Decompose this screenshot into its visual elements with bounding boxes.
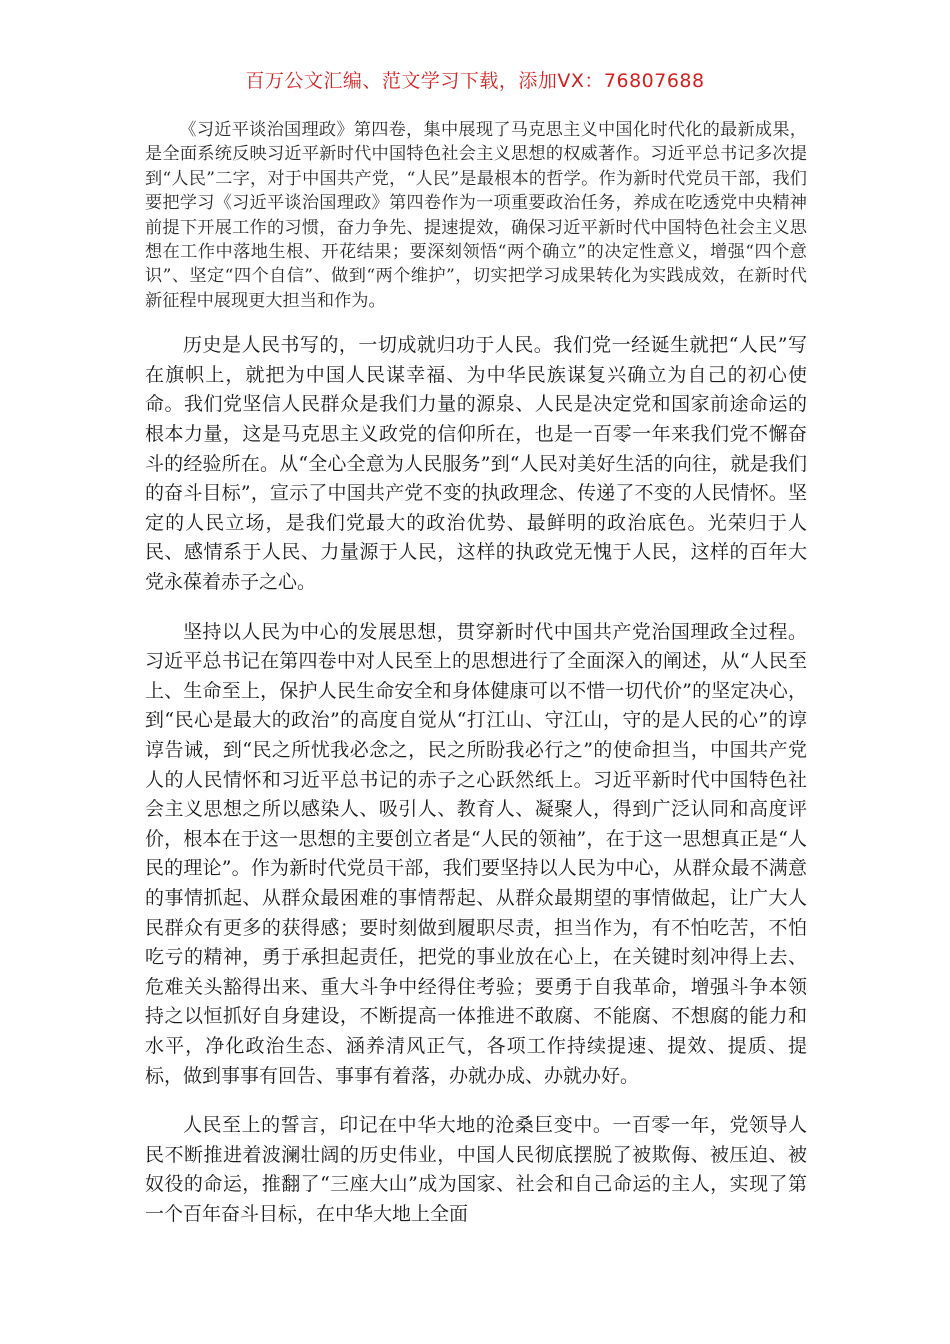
header-banner: 百万公文汇编、范文学习下载，添加VX：76807688 bbox=[245, 70, 705, 92]
paragraph-oath: 人民至上的誓言，印记在中华大地的沧桑巨变中。一百零一年，党领导人民不断推进着波澜壮阔的历史伟业，中国人民彻底摆脱了被欺侮、被压迫、被奴役的命运，推翻了“三座大山”成为国家、社会和自己命运的主人，实现了第一个百年奋斗目标，在中华大地上全面 bbox=[145, 1114, 807, 1225]
paragraph-history: 历史是人民书写的，一切成就归功于人民。我们党一经诞生就把“人民”写在旗帜上，就把为中国人民谋幸福、为中华民族谋复兴确立为自己的初心使命。我们党坚信人民群众是我们力量的源泉、人民是决定党和国家前途命运的根本力量，这是马克思主义政党的信仰所在，也是一百零一年来我们党不懈奋斗的经验所在。从“全心全意为人民服务”到“人民对美好生活的向往，就是我们的奋斗目标”，宣示了中国共产党不变的执政理念、传递了不变的人民情怀。坚定的人民立场，是我们党最大的政治优势、最鲜明的政治底色。光荣归于人民、感情系于人民、力量源于人民，这样的执政党无愧于人民，这样的百年大党永葆着赤子之心。 bbox=[145, 334, 807, 593]
article-body bbox=[145, 118, 807, 1249]
paragraph-people-centered: 坚持以人民为中心的发展思想，贯穿新时代中国共产党治国理政全过程。习近平总书记在第四卷中对人民至上的思想进行了全面深入的阐述，从“人民至上、生命至上，保护人民生命安全和身体健康可以不惜一切代价”的坚定决心，到“民心是最大的政治”的高度自觉从“打江山、守江山，守的是人民的心”的谆谆告诫，到“民之所忧我必念之，民之所盼我必行之”的使命担当，中国共产党人的人民情怀和习近平总书记的赤子之心跃然纸上。习近平新时代中国特色社会主义思想之所以感染人、吸引人、教育人、凝聚人，得到广泛认同和高度评价，根本在于这一思想的主要创立者是“人民的领袖”，在于这一思想真正是“人民的理论”。作为新时代党员干部，我们要坚持以人民为中心，从群众最不满意的事情抓起、从群众最困难的事情帮起、从群众最期望的事情做起，让广大人民群众有更多的获得感；要时刻做到履职尽责，担当作为，有不怕吃苦，不怕吃亏的精神，勇于承担起责任，把党的事业放在心上，在关键时刻冲得上去、危难关头豁得出来、重大斗争中经得住考验；要勇于自我革命，增强斗争本领持之以恒抓好自身建设，不断提高一体推进不敢腐、不能腐、不想腐的能力和水平，净化政治生态、涵养清风正气，各项工作持续提速、提效、提质、提标，做到事事有回告、事事有着落，办就办成、办就办好。 bbox=[145, 620, 807, 1087]
paragraph-intro: 《习近平谈治国理政》第四卷，集中展现了马克思主义中国化时代化的最新成果，是全面系统反映习近平新时代中国特色社会主义思想的权威著作。习近平总书记多次提到“人民”二字，对于中国共产党，“人民”是最根本的哲学。作为新时代党员干部，我们要把学习《习近平谈治国理政》第四卷作为一项重要政治任务，养成在吃透党中央精神前提下开展工作的习惯，奋力争先、提速提效，确保习近平新时代中国特色社会主义思想在工作中落地生根、开花结果；要深刻领悟“两个确立”的决定性意义，增强“四个意识”、坚定“四个自信”、做到“两个维护”，切实把学习成果转化为实践成效，在新时代新征程中展现更大担当和作为。 bbox=[145, 120, 807, 311]
